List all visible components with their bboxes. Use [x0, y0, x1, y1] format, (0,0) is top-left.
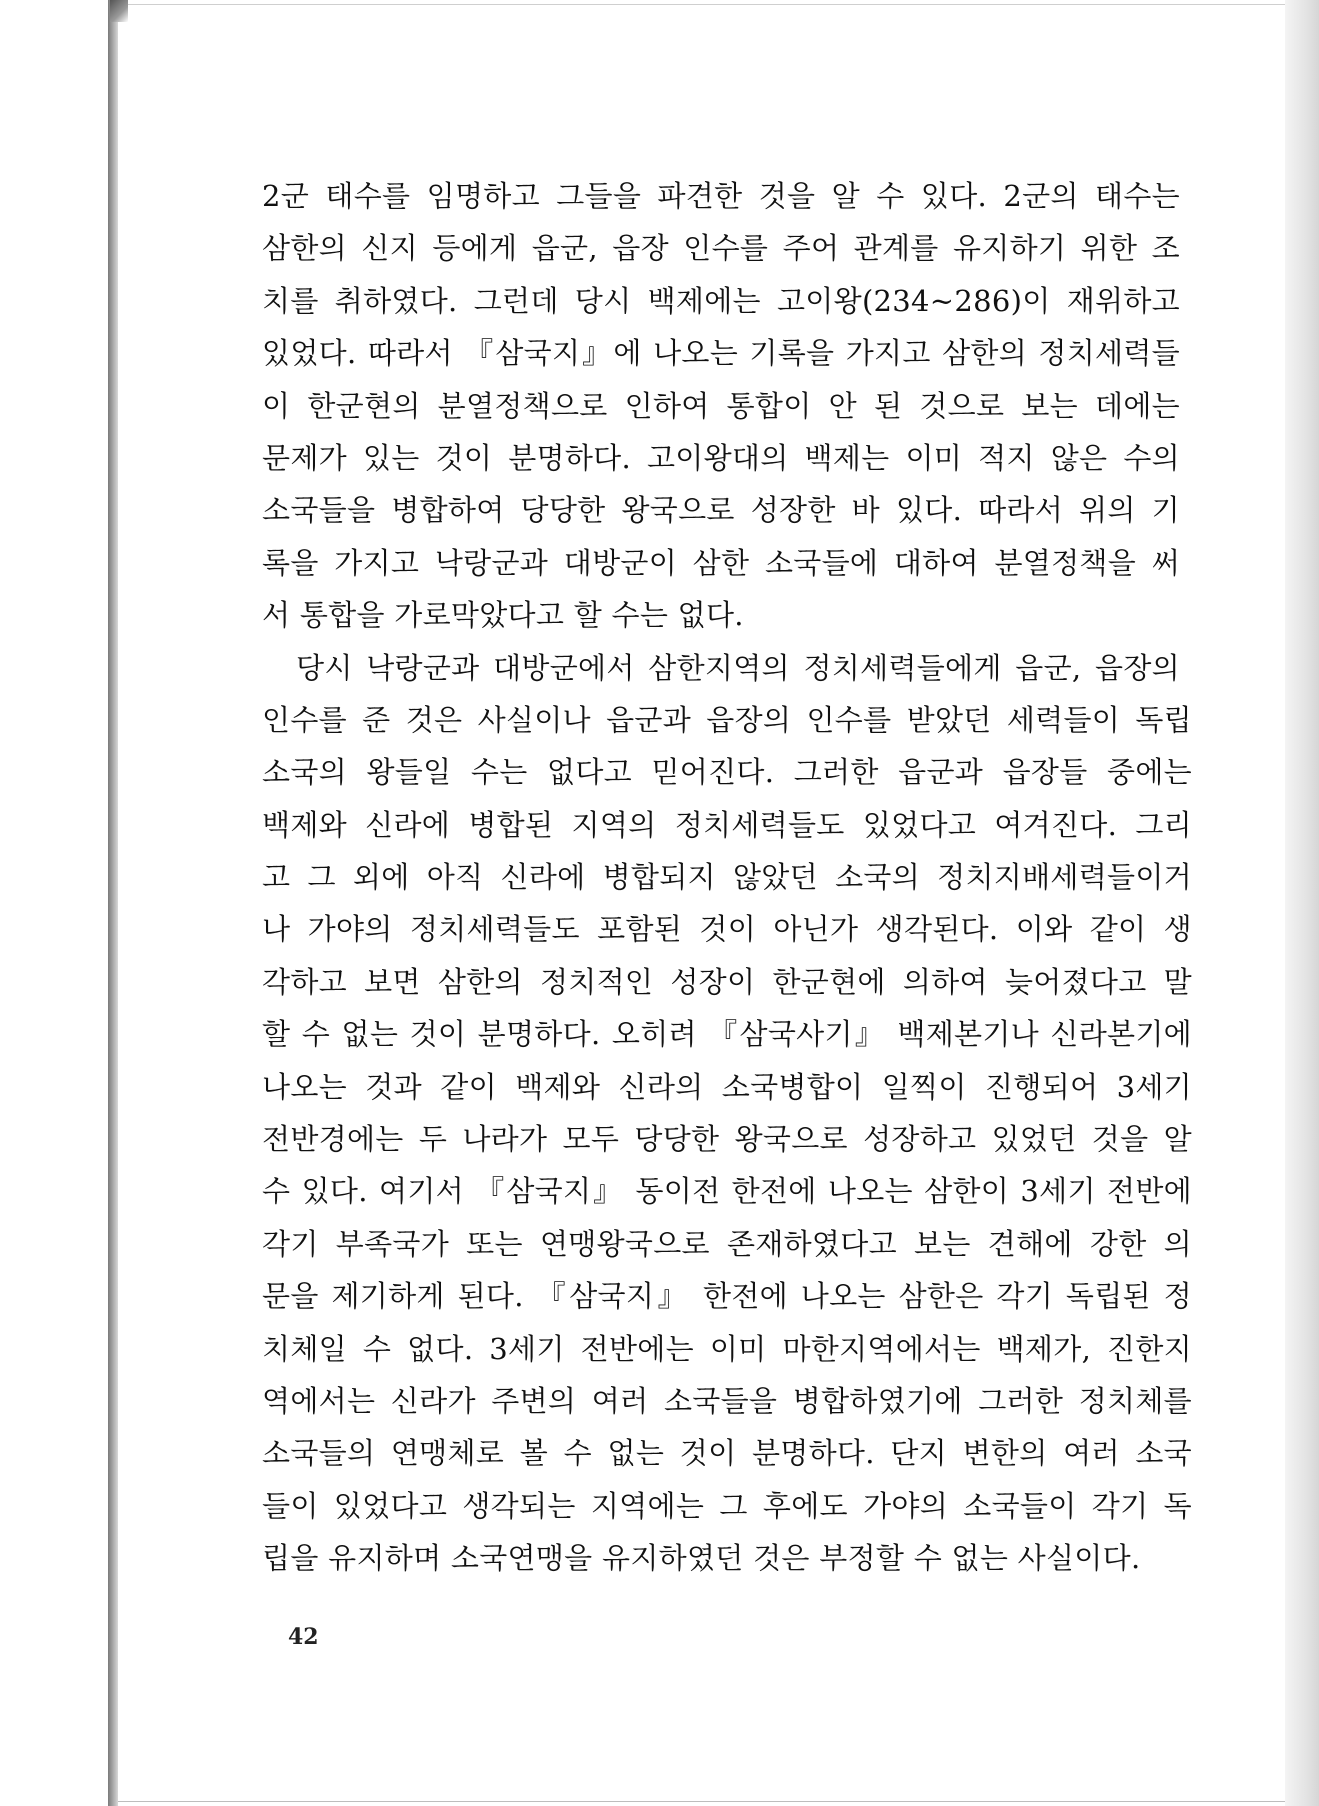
text-line: 나 가야의 정치세력들도 포함된 것이 아닌가 생각된다. 이와 같이 생 [262, 912, 1192, 947]
text-line: 문제가 있는 것이 분명하다. 고이왕대의 백제는 이미 적지 않은 수의 [262, 440, 1180, 475]
page-binding-edge [108, 0, 118, 1806]
body-text [262, 170, 1192, 1585]
paragraph-1 [262, 170, 1180, 642]
text-line: 고 그 외에 아직 신라에 병합되지 않았던 소국의 정치지배세력들이거 [262, 860, 1192, 895]
page-corner-fold [110, 0, 128, 22]
text-line: 수 있다. 여기서 『삼국지』 동이전 한전에 나오는 삼한이 3세기 전반에 [262, 1174, 1192, 1209]
text-line: 록을 가지고 낙랑군과 대방군이 삼한 소국들에 대하여 분열정책을 써 [262, 545, 1180, 580]
text-line: 립을 유지하며 소국연맹을 유지하였던 것은 부정할 수 없는 사실이다. [262, 1541, 1141, 1576]
text-line: 당시 낙랑군과 대방군에서 삼한지역의 정치세력들에게 읍군, 읍장의 [296, 650, 1180, 685]
text-line: 치체일 수 없다. 3세기 전반에는 이미 마한지역에서는 백제가, 진한지 [262, 1331, 1192, 1366]
paragraph-2 [262, 642, 1192, 1585]
text-line: 소국들을 병합하여 당당한 왕국으로 성장한 바 있다. 따라서 위의 기 [262, 493, 1180, 528]
text-line: 소국의 왕들일 수는 없다고 믿어진다. 그러한 읍군과 읍장들 중에는 [262, 755, 1192, 790]
text-line: 2군 태수를 임명하고 그들을 파견한 것을 알 수 있다. 2군의 태수는 [262, 179, 1180, 213]
text-line: 인수를 준 것은 사실이나 읍군과 읍장의 인수를 받았던 세력들이 독립 [262, 702, 1192, 737]
text-line: 전반경에는 두 나라가 모두 당당한 왕국으로 성장하고 있었던 것을 알 [262, 1122, 1192, 1157]
text-line: 있었다. 따라서 『삼국지』에 나오는 기록을 가지고 삼한의 정치세력들 [262, 336, 1180, 371]
page-right-shadow [1285, 0, 1319, 1806]
text-line: 각하고 보면 삼한의 정치적인 성장이 한군현에 의하여 늦어졌다고 말 [262, 964, 1192, 999]
text-line: 서 통합을 가로막았다고 할 수는 없다. [262, 598, 744, 633]
page-number: 42 [288, 1624, 319, 1650]
text-line: 백제와 신라에 병합된 지역의 정치세력들도 있었다고 여겨진다. 그리 [262, 807, 1192, 842]
text-line: 소국들의 연맹체로 볼 수 없는 것이 분명하다. 단지 변한의 여러 소국 [262, 1436, 1192, 1471]
text-line: 역에서는 신라가 주변의 여러 소국들을 병합하였기에 그러한 정치체를 [262, 1383, 1192, 1418]
text-line: 나오는 것과 같이 백제와 신라의 소국병합이 일찍이 진행되어 3세기 [262, 1069, 1192, 1104]
text-line: 들이 있었다고 생각되는 지역에는 그 후에도 가야의 소국들이 각기 독 [262, 1488, 1192, 1523]
text-line: 치를 취하였다. 그런데 당시 백제에는 고이왕(234~286)이 재위하고 [262, 283, 1180, 318]
text-line: 삼한의 신지 등에게 읍군, 읍장 인수를 주어 관계를 유지하기 위한 조 [262, 231, 1180, 266]
text-line: 각기 부족국가 또는 연맹왕국으로 존재하였다고 보는 견해에 강한 의 [262, 1226, 1192, 1261]
text-line: 할 수 없는 것이 분명하다. 오히려 『삼국사기』 백제본기나 신라본기에 [262, 1017, 1192, 1052]
text-line: 문을 제기하게 된다. 『삼국지』 한전에 나오는 삼한은 각기 독립된 정 [262, 1279, 1192, 1314]
text-line: 이 한군현의 분열정책으로 인하여 통합이 안 된 것으로 보는 데에는 [262, 388, 1180, 423]
